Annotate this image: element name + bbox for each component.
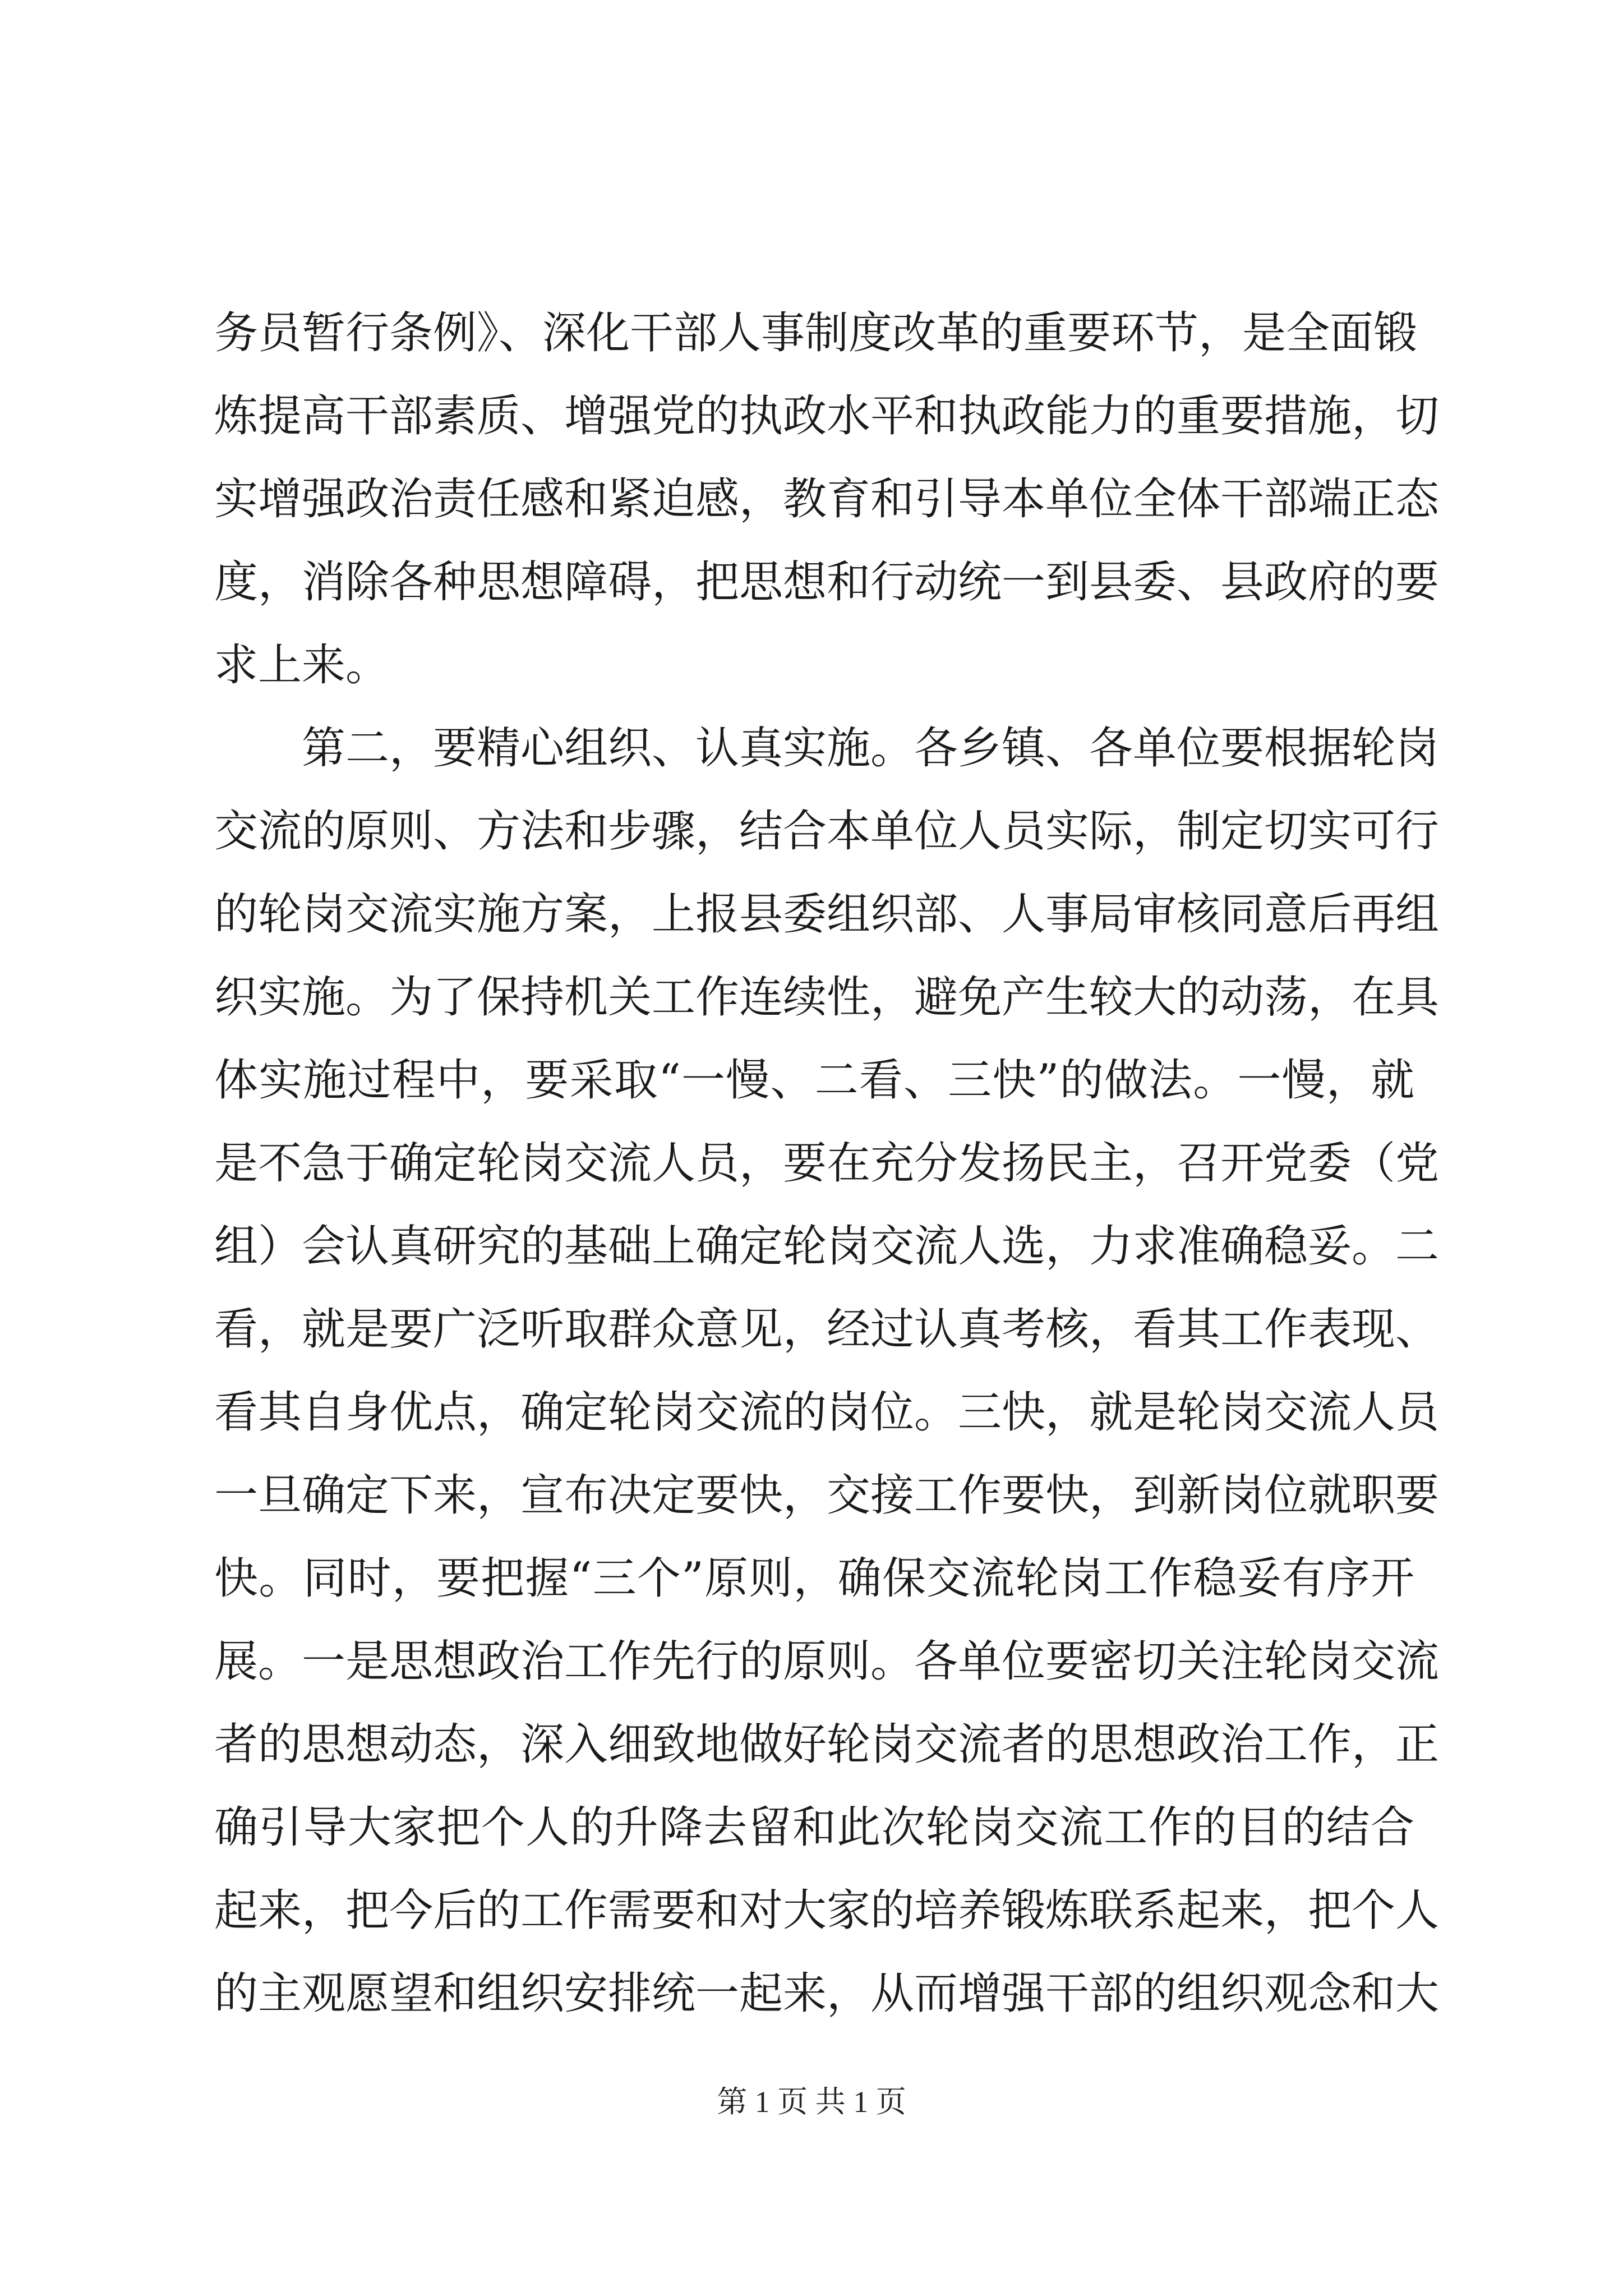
text-line: 组）会认真研究的基础上确定轮岗交流人选，力求准确稳妥。二 [214,1221,1440,1272]
text-line: 确引导大家把个人的升降去留和此次轮岗交流工作的目的结合 [214,1802,1414,1853]
text-line: 织实施。为了保持机关工作连续性，避免产生较大的动荡，在具 [214,972,1440,1023]
text-line: 求上来。 [214,640,390,691]
text-line: 交流的原则、方法和步骤，结合本单位人员实际，制定切实可行 [214,806,1440,857]
text-line: 看其自身优点，确定轮岗交流的岗位。三快，就是轮岗交流人员 [214,1387,1440,1438]
text-line: 展。一是思想政治工作先行的原则。各单位要密切关注轮岗交流 [214,1636,1440,1687]
text-line: 是不急于确定轮岗交流人员，要在充分发扬民主，召开党委（党 [214,1138,1440,1189]
text-line: 起来，把今后的工作需要和对大家的培养锻炼联系起来，把个人 [214,1885,1440,1936]
text-line: 快。同时，要把握“三个”原则，确保交流轮岗工作稳妥有序开 [214,1553,1414,1604]
text-line: 一旦确定下来，宣布决定要快，交接工作要快，到新岗位就职要 [214,1470,1440,1521]
text-line: 务员暂行条例》、深化干部人事制度改革的重要环节，是全面锻 [214,308,1418,358]
document-body [214,292,1440,2035]
text-line: 实增强政治责任感和紧迫感，教育和引导本单位全体干部端正态 [214,474,1440,524]
text-line: 的轮岗交流实施方案，上报县委组织部、人事局审核同意后再组 [214,889,1440,940]
text-line: 者的思想动态，深入细致地做好轮岗交流者的思想政治工作，正 [214,1719,1440,1770]
text-line: 看，就是要广泛听取群众意见，经过认真考核，看其工作表现、 [214,1304,1440,1355]
text-line: 度，消除各种思想障碍，把思想和行动统一到县委、县政府的要 [214,557,1440,608]
text-line: 的主观愿望和组织安排统一起来，从而增强干部的组织观念和大 [214,1968,1440,2019]
text-line: 体实施过程中，要采取“一慢、二看、三快”的做法。一慢，就 [214,1055,1414,1106]
text-line: 炼提高干部素质、增强党的执政水平和执政能力的重要措施，切 [214,391,1440,441]
page-footer: 第 1 页 共 1 页 [717,2085,906,2119]
text-line: 第二，要精心组织、认真实施。各乡镇、各单位要根据轮岗 [302,723,1440,774]
